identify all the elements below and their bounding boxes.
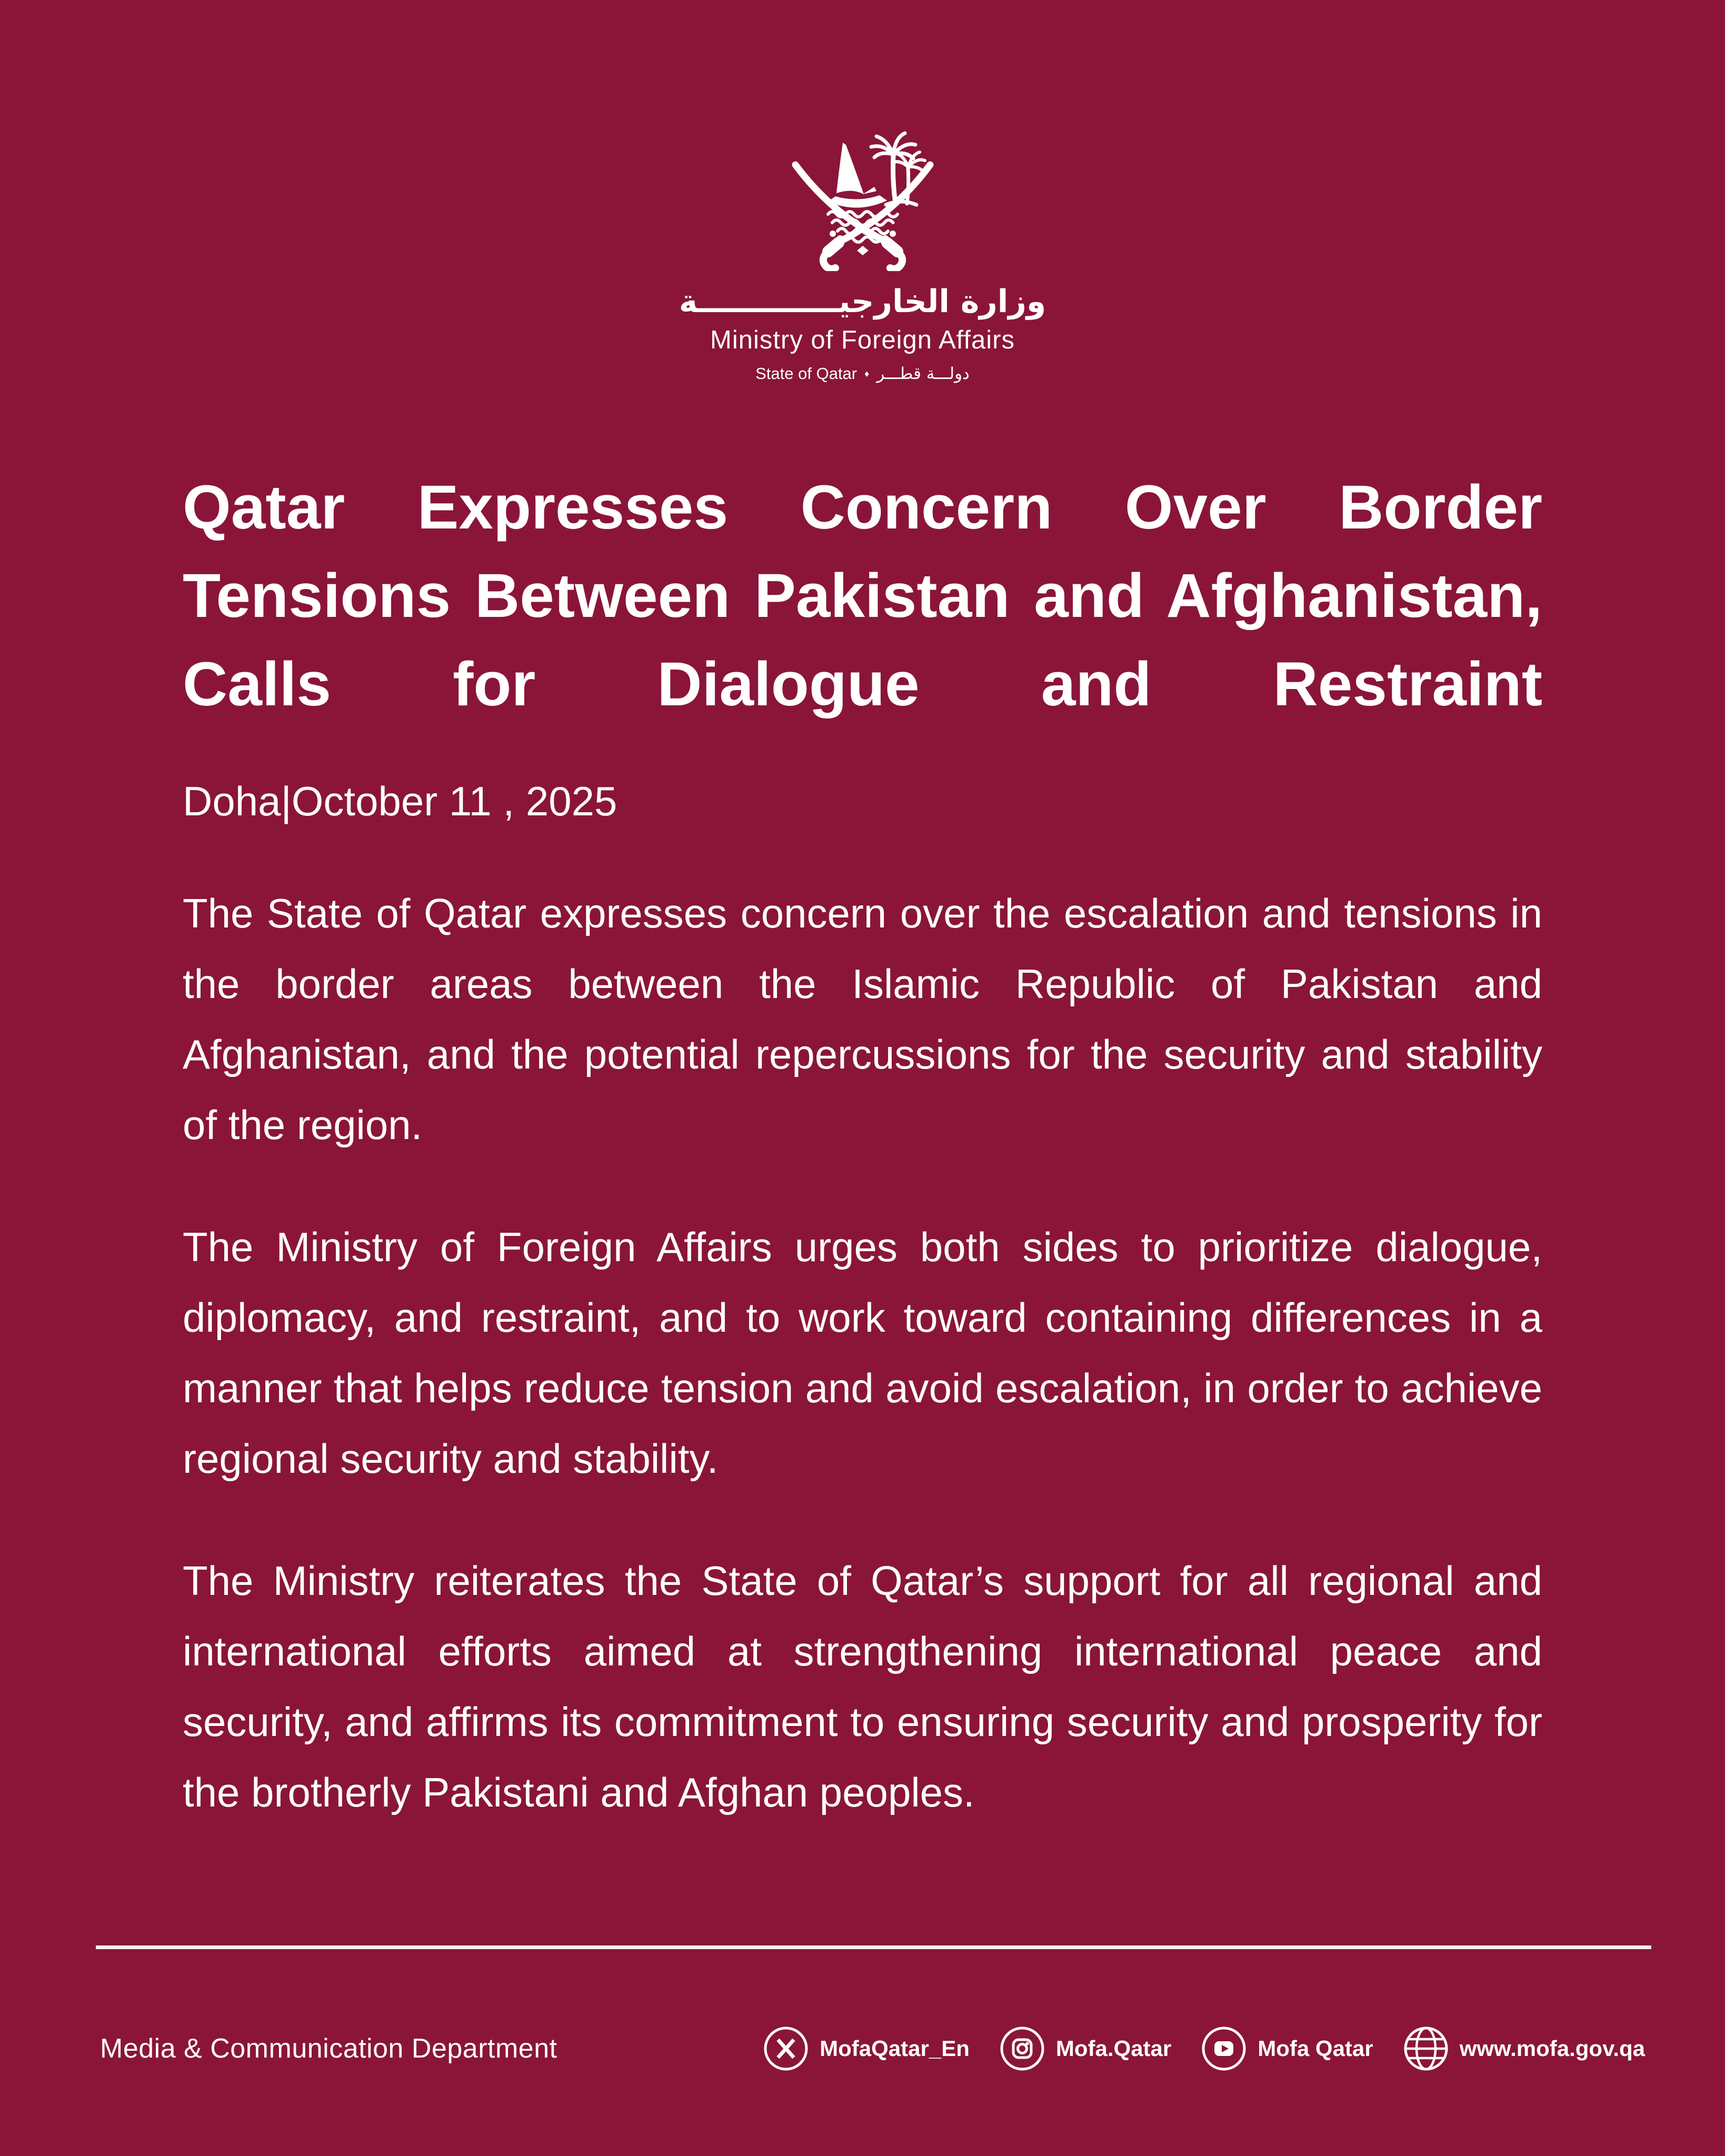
social-list [763, 2025, 1645, 2072]
state-of-qatar-arabic: دولـــة قطـــر [876, 364, 970, 383]
body-paragraph-1: The State of Qatar expresses concern over the escalation and tensions in the border areas between the Islamic Republic of Pakistan and Afghanistan, and the potential repercussions for the security and stability of the region. [183, 890, 1542, 1148]
footer-divider [96, 1945, 1651, 1949]
website-url: www.mofa.gov.qa [1459, 2036, 1645, 2061]
globe-icon [1403, 2025, 1449, 2072]
youtube-icon [1201, 2025, 1247, 2072]
ministry-name-english: Ministry of Foreign Affairs [710, 326, 1015, 354]
x-handle: MofaQatar_En [820, 2036, 970, 2061]
social-item-instagram[interactable] [999, 2025, 1171, 2072]
dateline: Doha|October 11 , 2025 [183, 778, 617, 824]
instagram-handle: Mofa.Qatar [1055, 2036, 1172, 2061]
qatar-emblem-icon [784, 124, 942, 271]
social-item-youtube[interactable] [1201, 2025, 1373, 2072]
statement-body [183, 463, 1542, 1828]
state-of-qatar-english: State of Qatar [755, 364, 857, 383]
footer [100, 2025, 1645, 2072]
headline-line-1: Qatar Expresses Concern Over Border [183, 473, 1542, 542]
ministry-logo [0, 124, 1725, 383]
social-item-x[interactable] [763, 2025, 970, 2072]
body-paragraph-2: The Ministry of Foreign Affairs urges both sides to prioritize dialogue, diplomacy, and restraint, and to work toward containing differences in a manner that helps reduce tension and avoid escalation, in order to achieve regional security and stability. [183, 1223, 1542, 1482]
x-icon [763, 2025, 809, 2072]
headline-line-3: Calls for Dialogue and Restraint [183, 650, 1542, 719]
department-label: Media & Communication Department [100, 2033, 557, 2064]
body-paragraph-3: The Ministry reiterates the State of Qatar’s support for all regional and international efforts aimed at strengthening international peace and security, and affirms its commitment to ensuring security and prosperity for the brotherly Pakistani and Afghan peoples. [183, 1557, 1542, 1815]
social-item-website[interactable] [1403, 2025, 1645, 2072]
youtube-handle: Mofa Qatar [1258, 2036, 1373, 2061]
headline [183, 463, 1542, 728]
diamond-separator-icon: ♦ [864, 368, 870, 379]
ministry-name-arabic: وزارة الخارجيـــــــــــــة [679, 283, 1046, 320]
state-of-qatar-line [755, 364, 970, 383]
headline-line-2: Tensions Between Pakistan and Afghanistan, [183, 561, 1542, 631]
paragraphs [183, 878, 1542, 1828]
instagram-icon [999, 2025, 1045, 2072]
